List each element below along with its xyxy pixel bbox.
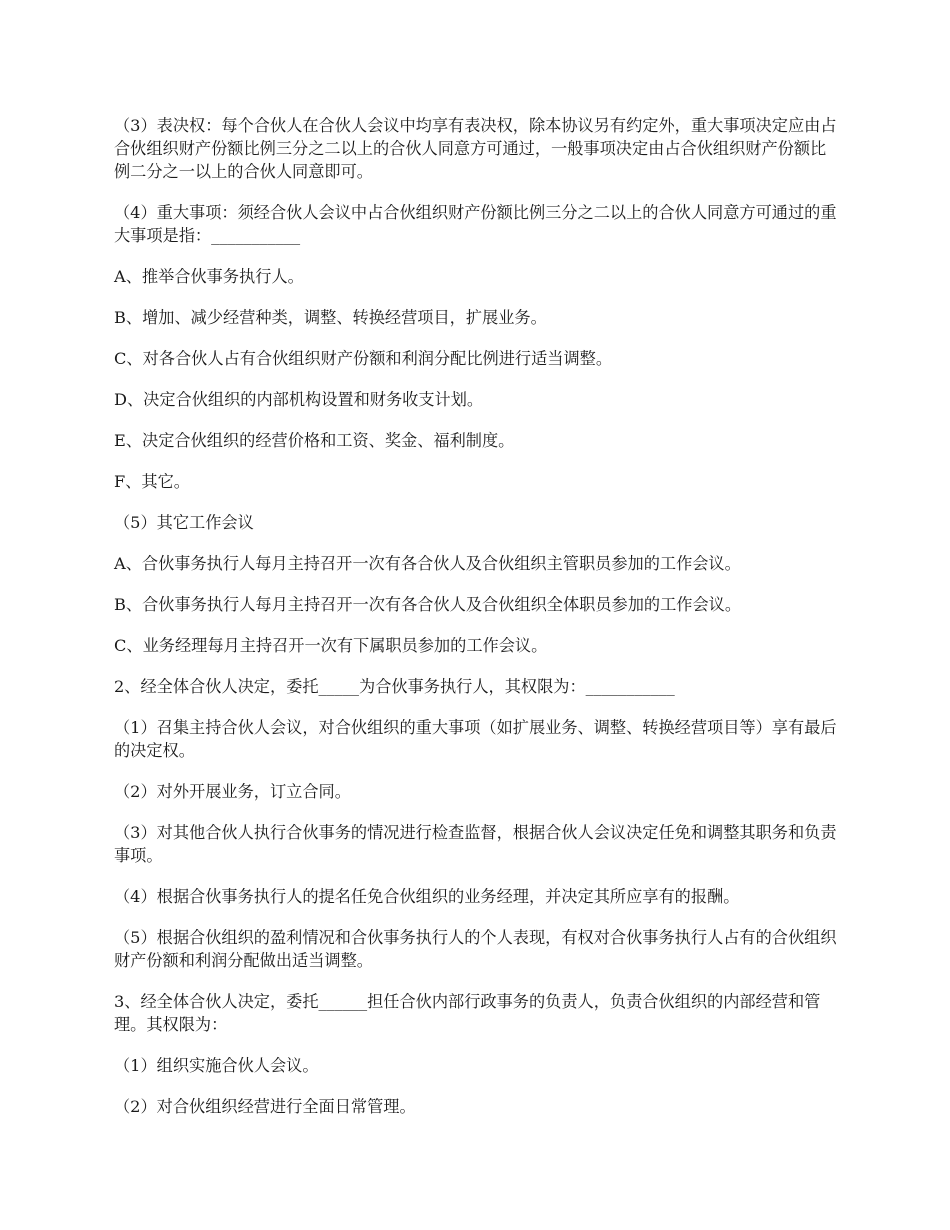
paragraph-voting-rights: （3）表决权：每个合伙人在合伙人会议中均享有表决权，除本协议另有约定外，重大事项决定应由占合伙组织财产份额比例三分之二以上的合伙人同意方可通过，一般事项决定由占合伙组织财产份额比例二分之一以上的合伙人同意即可。: [114, 116, 837, 181]
list-item-d: D、决定合伙组织的内部机构设置和财务收支计划。: [114, 390, 484, 409]
list-item-b: B、增加、减少经营种类，调整、转换经营项目，扩展业务。: [114, 308, 547, 327]
section-2-executor: 2、经全体合伙人决定，委托_____为合伙事务执行人，其权限为：___________: [114, 677, 675, 696]
executor-power-1: （1）召集主持合伙人会议，对合伙组织的重大事项（如扩展业务、调整、转换经营项目等）享有最后的决定权。: [114, 718, 837, 760]
meeting-item-b: B、合伙事务执行人每月主持召开一次有各合伙人及合伙组织全体职员参加的工作会议。: [114, 595, 742, 614]
list-item-c: C、对各合伙人占有合伙组织财产份额和利润分配比例进行适当调整。: [114, 349, 613, 368]
document-page: [114, 114, 842, 1136]
paragraph-major-matters: （4）重大事项：须经合伙人会议中占合伙组织财产份额比例三分之二以上的合伙人同意方可通过的重大事项是指：___________: [114, 203, 837, 245]
list-item-e: E、决定合伙组织的经营价格和工资、奖金、福利制度。: [114, 431, 515, 450]
paragraph-other-meetings: （5）其它工作会议: [114, 513, 254, 532]
admin-power-2: （2）对合伙组织经营进行全面日常管理。: [114, 1097, 416, 1116]
admin-power-1: （1）组织实施合伙人会议。: [114, 1056, 319, 1075]
meeting-item-a: A、合伙事务执行人每月主持召开一次有各合伙人及合伙组织主管职员参加的工作会议。: [114, 554, 741, 573]
executor-power-2: （2）对外开展业务，订立合同。: [114, 782, 351, 801]
executor-power-4: （4）根据合伙事务执行人的提名任免合伙组织的业务经理，并决定其所应享有的报酬。: [114, 887, 740, 906]
section-3-admin: 3、经全体合伙人决定，委托______担任合伙内部行政事务的负责人，负责合伙组织的内部经营和管理。其权限为：: [114, 992, 821, 1034]
executor-power-5: （5）根据合伙组织的盈利情况和合伙事务执行人的个人表现，有权对合伙事务执行人占有的合伙组织财产份额和利润分配做出适当调整。: [114, 928, 837, 970]
list-item-f: F、其它。: [114, 472, 190, 491]
list-item-a: A、推举合伙事务执行人。: [114, 267, 304, 286]
meeting-item-c: C、业务经理每月主持召开一次有下属职员参加的工作会议。: [114, 636, 548, 655]
executor-power-3: （3）对其他合伙人执行合伙事务的情况进行检查监督，根据合伙人会议决定任免和调整其职务和负责事项。: [114, 823, 837, 865]
